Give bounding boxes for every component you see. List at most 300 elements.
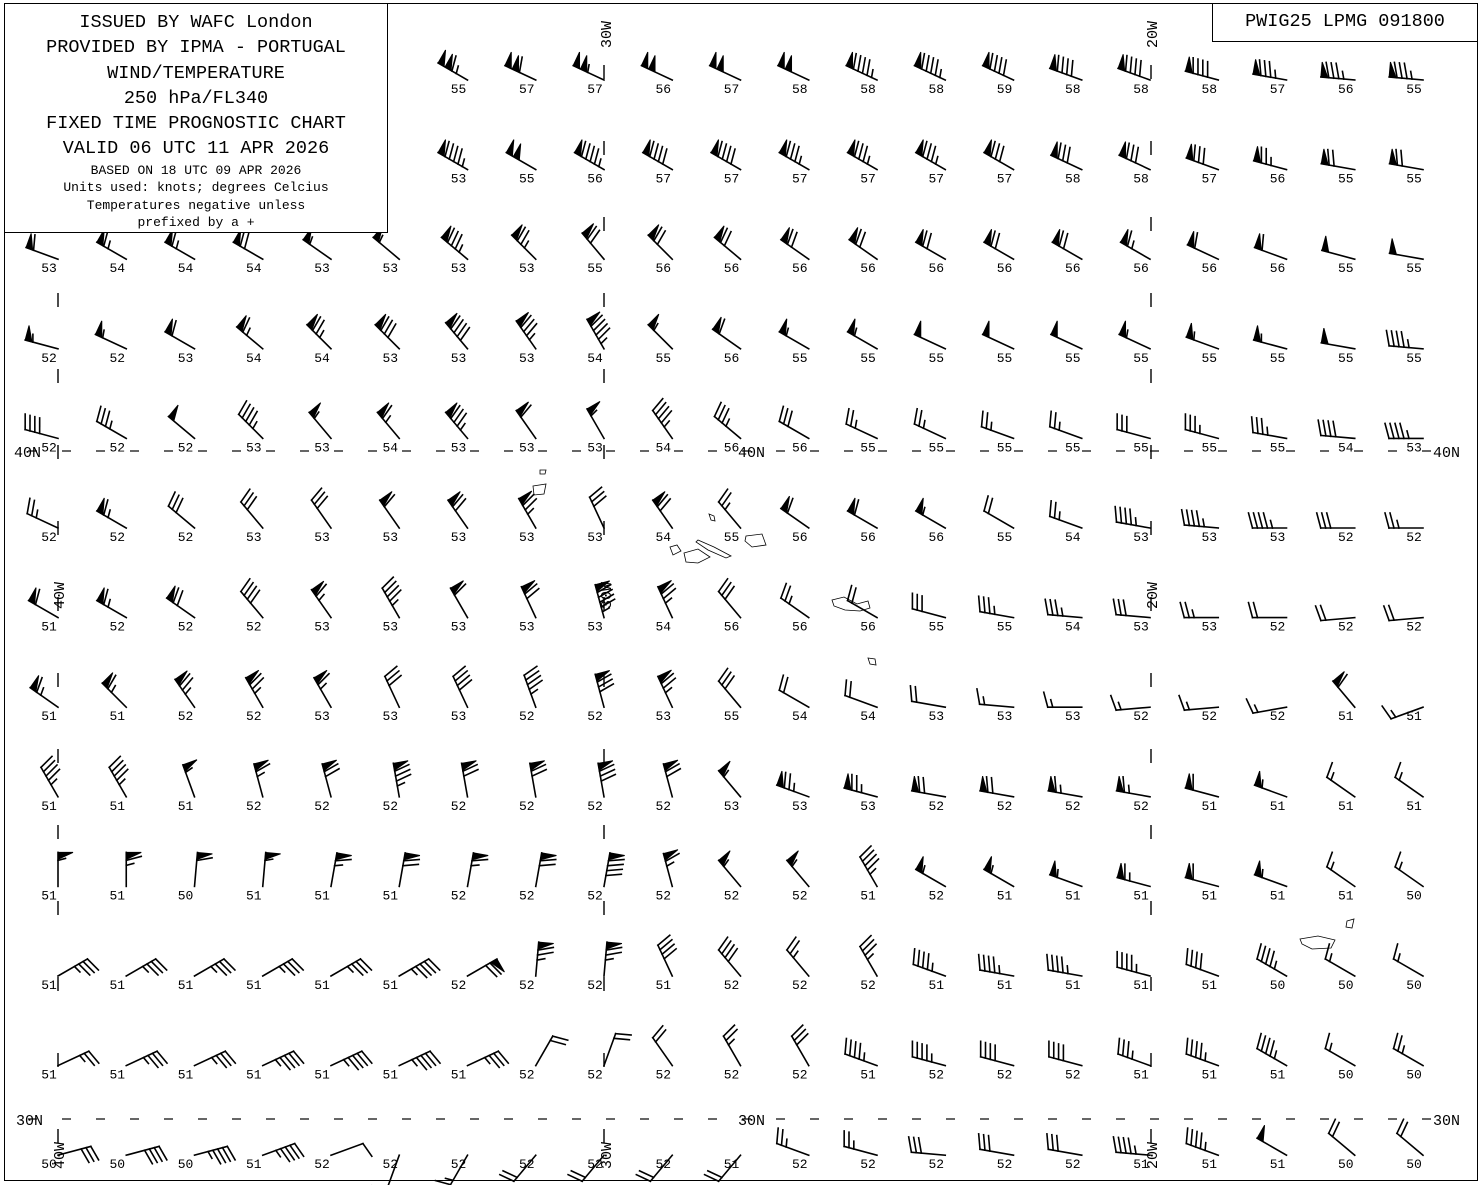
barb-half-tick bbox=[1274, 1051, 1276, 1058]
wind-barb bbox=[536, 853, 557, 886]
barb-half-tick bbox=[36, 510, 37, 518]
barb-half-tick bbox=[1262, 870, 1263, 878]
temperature-note-line-2: prefixed by a + bbox=[137, 215, 255, 231]
barb-half-tick bbox=[524, 241, 528, 248]
barb-full-tick bbox=[777, 1128, 778, 1143]
barb-half-tick bbox=[1136, 518, 1137, 526]
barb-full-tick bbox=[909, 1137, 912, 1152]
temperature-value: 57 bbox=[1269, 82, 1286, 97]
barb-pennant bbox=[914, 321, 920, 338]
barb-full-tick bbox=[935, 60, 938, 75]
barb-full-tick bbox=[1052, 955, 1053, 970]
temperature-value: 52 bbox=[41, 440, 57, 456]
lon-label-40w-mid: 40W bbox=[52, 581, 69, 609]
temperature-value: 53 bbox=[587, 619, 603, 635]
wind-barb bbox=[516, 402, 536, 438]
wind-barb bbox=[981, 1041, 1014, 1065]
temperature-value: 51 bbox=[1133, 1067, 1149, 1083]
temperature-value: 51 bbox=[723, 1157, 740, 1173]
barb-pennant bbox=[1253, 59, 1260, 75]
barb-half-tick bbox=[864, 1053, 865, 1061]
wind-barb bbox=[1187, 231, 1218, 259]
temperature-value: 53 bbox=[450, 440, 467, 456]
wind-barb bbox=[1052, 229, 1081, 259]
barb-full-tick bbox=[1120, 507, 1121, 522]
temperature-value: 52 bbox=[1269, 619, 1286, 635]
barb-half-tick bbox=[1059, 422, 1060, 430]
wind-barb bbox=[1254, 326, 1287, 349]
barb-half-tick bbox=[994, 607, 995, 615]
barb-pennant bbox=[844, 774, 851, 790]
lat-label-30n-right: 30N bbox=[1433, 1113, 1461, 1130]
barb-full-tick bbox=[1390, 423, 1394, 438]
chart-id: PWIG25 LPMG 091800 bbox=[1245, 11, 1445, 32]
temperature-value: 52 bbox=[723, 978, 740, 993]
barb-full-tick bbox=[34, 235, 35, 250]
barb-full-tick bbox=[1052, 1135, 1053, 1150]
temperature-value: 51 bbox=[1201, 888, 1218, 904]
barb-half-tick bbox=[1132, 241, 1134, 248]
barb-full-tick bbox=[1257, 418, 1258, 433]
barb-full-tick bbox=[1186, 949, 1187, 964]
barb-pennant bbox=[983, 321, 989, 338]
temperature-value: 50 bbox=[177, 1157, 194, 1173]
barb-full-tick bbox=[1123, 1040, 1124, 1055]
wind-barb bbox=[462, 761, 478, 797]
temperature-value: 52 bbox=[587, 1067, 603, 1083]
barb-full-tick bbox=[454, 147, 458, 162]
wind-barb bbox=[641, 52, 672, 80]
barb-half-tick bbox=[1192, 610, 1194, 618]
barb-full-tick bbox=[853, 54, 856, 69]
wind-barb bbox=[1397, 1119, 1423, 1155]
barb-half-tick bbox=[605, 959, 613, 960]
temperature-value: 54 bbox=[382, 440, 399, 456]
barb-pennant bbox=[1185, 57, 1192, 73]
barb-full-tick bbox=[789, 774, 790, 789]
barb-full-tick bbox=[1384, 606, 1389, 621]
temperature-value: 55 bbox=[587, 261, 603, 277]
wind-barb bbox=[1185, 57, 1218, 80]
temperature-value: 51 bbox=[177, 798, 194, 814]
wind-barb bbox=[453, 666, 471, 707]
temperature-value: 51 bbox=[177, 1067, 194, 1083]
lon-label-30w-top: 30W bbox=[599, 20, 616, 48]
temperature-value: 55 bbox=[1406, 350, 1422, 366]
island-porto-santo bbox=[1346, 919, 1354, 928]
temperature-value: 53 bbox=[382, 619, 399, 635]
wind-barb bbox=[1321, 328, 1354, 349]
barb-full-tick bbox=[1054, 413, 1055, 428]
barb-pennant bbox=[1255, 233, 1262, 249]
wind-barb bbox=[58, 852, 73, 886]
barb-full-tick bbox=[1050, 411, 1051, 426]
barb-full-tick bbox=[1192, 511, 1195, 526]
wind-barb bbox=[1253, 59, 1286, 80]
barb-half-tick bbox=[940, 70, 941, 78]
barb-full-tick bbox=[1396, 331, 1399, 346]
barb-half-tick bbox=[725, 503, 729, 509]
barb-pennant bbox=[848, 140, 856, 156]
barb-full-tick bbox=[519, 57, 522, 72]
barb-half-tick bbox=[726, 419, 729, 426]
wind-barb bbox=[399, 959, 439, 977]
temperature-value: 52 bbox=[382, 798, 399, 814]
barb-half-tick bbox=[867, 157, 869, 164]
barb-half-tick bbox=[462, 159, 464, 166]
temperature-value: 58 bbox=[1064, 82, 1081, 97]
barb-full-tick bbox=[919, 1138, 922, 1153]
barb-pennant bbox=[512, 55, 518, 72]
barb-half-tick bbox=[932, 963, 933, 971]
temperature-value: 51 bbox=[1406, 798, 1422, 814]
barb-pennant bbox=[573, 52, 579, 69]
barb-full-tick bbox=[1050, 501, 1051, 516]
temperature-value: 56 bbox=[723, 440, 740, 456]
barb-half-tick bbox=[1391, 711, 1395, 717]
barb-half-tick bbox=[143, 967, 148, 972]
wind-barb bbox=[1180, 603, 1218, 618]
barb-full-tick bbox=[594, 149, 598, 164]
wind-barb bbox=[719, 937, 741, 976]
wind-barb bbox=[521, 580, 538, 617]
barb-full-tick bbox=[1131, 145, 1134, 160]
barb-full-tick bbox=[779, 675, 783, 690]
temperature-value: 51 bbox=[1337, 709, 1354, 725]
barb-full-tick bbox=[1327, 513, 1331, 528]
temperature-value: 52 bbox=[996, 1067, 1013, 1083]
barb-half-tick bbox=[1267, 427, 1268, 435]
barb-full-tick bbox=[859, 144, 863, 159]
barb-full-tick bbox=[590, 147, 594, 162]
wind-barb bbox=[983, 52, 1014, 80]
wind-barb bbox=[714, 226, 740, 259]
barb-full-tick bbox=[177, 591, 182, 606]
temperature-value: 56 bbox=[996, 261, 1013, 277]
wind-barb bbox=[1050, 861, 1082, 887]
barb-full-tick bbox=[1249, 603, 1253, 618]
wind-barb bbox=[1186, 1128, 1218, 1155]
barb-half-tick bbox=[41, 688, 44, 695]
island-faial bbox=[670, 545, 681, 555]
wind-barb bbox=[719, 761, 741, 797]
temperature-value: 58 bbox=[1201, 82, 1218, 97]
temperature-value: 53 bbox=[518, 350, 535, 366]
barb-full-tick bbox=[913, 949, 914, 964]
barb-pennant bbox=[916, 498, 924, 514]
temperature-value: 53 bbox=[928, 709, 945, 725]
barb-full-tick bbox=[1047, 955, 1048, 970]
barb-full-tick bbox=[852, 588, 856, 603]
temperature-value: 51 bbox=[245, 1067, 262, 1083]
barb-full-tick bbox=[1325, 1034, 1329, 1049]
barb-half-tick bbox=[1057, 870, 1058, 878]
temperature-value: 52 bbox=[450, 798, 467, 814]
barb-full-tick bbox=[1185, 603, 1189, 618]
temperature-value: 53 bbox=[518, 261, 535, 277]
wind-barb bbox=[314, 670, 331, 707]
wind-barb bbox=[711, 140, 740, 170]
barb-full-tick bbox=[1261, 947, 1265, 962]
wind-barb bbox=[980, 776, 1013, 797]
temperature-value: 53 bbox=[1269, 530, 1286, 545]
wind-barb bbox=[331, 959, 371, 976]
wind-barb bbox=[1117, 863, 1150, 886]
wind-barb bbox=[1333, 672, 1355, 708]
wind-barb bbox=[1047, 955, 1082, 976]
wind-barb bbox=[165, 229, 194, 259]
barb-full-tick bbox=[1386, 331, 1389, 346]
chart-info-box bbox=[4, 3, 388, 233]
wind-barb bbox=[604, 1034, 631, 1066]
barb-pennant bbox=[445, 54, 453, 70]
wind-barb bbox=[1254, 146, 1287, 169]
temperature-value: 50 bbox=[1337, 1157, 1354, 1173]
wind-barb bbox=[195, 1146, 236, 1163]
temperature-value: 57 bbox=[860, 171, 876, 187]
temperature-value: 52 bbox=[450, 978, 467, 993]
wind-barb bbox=[1045, 599, 1082, 617]
barb-full-tick bbox=[458, 149, 462, 164]
barb-full-tick bbox=[1318, 420, 1321, 435]
lon-label-40w-bottom: 40W bbox=[52, 1141, 69, 1169]
wind-barb bbox=[643, 140, 672, 170]
barb-pennant bbox=[513, 144, 521, 160]
barb-full-tick bbox=[979, 1134, 980, 1149]
temperature-value: 52 bbox=[928, 798, 945, 814]
barb-full-tick bbox=[784, 772, 785, 787]
barb-half-tick bbox=[999, 966, 1000, 974]
wind-barb bbox=[845, 680, 877, 707]
barb-full-tick bbox=[539, 864, 554, 865]
temperature-value: 51 bbox=[41, 888, 57, 904]
barb-full-tick bbox=[1203, 149, 1204, 164]
wind-barb bbox=[30, 675, 58, 707]
temperature-value: 54 bbox=[177, 261, 194, 277]
barb-half-tick bbox=[253, 422, 257, 429]
wind-barb bbox=[1255, 861, 1287, 887]
barb-pennant bbox=[506, 140, 513, 156]
temperature-value: 52 bbox=[450, 1157, 467, 1173]
wind-barb bbox=[516, 312, 536, 348]
wind-barb bbox=[844, 1131, 877, 1155]
barb-pennant bbox=[1186, 144, 1193, 160]
wind-barb bbox=[165, 319, 194, 349]
barb-half-tick bbox=[1399, 862, 1402, 869]
wind-barb bbox=[848, 498, 877, 528]
barb-pennant bbox=[1255, 861, 1262, 877]
barb-half-tick bbox=[1330, 954, 1332, 961]
temperature-value: 56 bbox=[1269, 261, 1286, 277]
wind-barb bbox=[582, 224, 604, 260]
temperature-value: 57 bbox=[587, 82, 603, 97]
temperature-value: 51 bbox=[1201, 798, 1218, 814]
barb-half-tick bbox=[344, 1060, 349, 1066]
temperature-value: 53 bbox=[314, 619, 330, 635]
barb-half-tick bbox=[854, 328, 856, 335]
barb-half-tick bbox=[923, 866, 925, 873]
barb-full-tick bbox=[1382, 706, 1391, 719]
temperature-value: 56 bbox=[1201, 261, 1218, 277]
wind-barb bbox=[848, 319, 877, 349]
temperature-value: 55 bbox=[1133, 350, 1149, 366]
wind-barb bbox=[331, 1144, 372, 1157]
temperature-value: 52 bbox=[928, 1157, 945, 1173]
wind-barb bbox=[1316, 606, 1355, 621]
barb-pennant bbox=[779, 140, 787, 156]
barb-pennant bbox=[1185, 774, 1192, 790]
barb-full-tick bbox=[918, 951, 919, 966]
barb-pennant bbox=[649, 55, 655, 72]
temperature-value: 56 bbox=[928, 261, 945, 277]
temperature-value: 52 bbox=[314, 798, 330, 814]
issuer-line: ISSUED BY WAFC London bbox=[79, 12, 313, 33]
barb-full-tick bbox=[923, 778, 924, 793]
barb-full-tick bbox=[1062, 957, 1063, 972]
wind-barb bbox=[1117, 414, 1150, 438]
wind-barb bbox=[910, 686, 945, 707]
barb-pennant bbox=[1390, 149, 1397, 165]
wind-barb bbox=[779, 675, 808, 707]
barb-full-tick bbox=[848, 586, 852, 601]
barb-full-tick bbox=[1401, 332, 1404, 347]
barb-half-tick bbox=[74, 967, 79, 972]
barb-full-tick bbox=[854, 1042, 855, 1057]
barb-half-tick bbox=[793, 951, 797, 957]
wind-barb bbox=[1390, 149, 1423, 170]
temperature-value: 51 bbox=[109, 798, 126, 814]
barb-full-tick bbox=[1317, 513, 1321, 528]
temperature-value: 55 bbox=[928, 440, 945, 456]
wind-barb bbox=[1117, 776, 1150, 797]
barb-half-tick bbox=[1203, 519, 1204, 527]
barb-full-tick bbox=[995, 234, 999, 249]
temperature-value: 51 bbox=[1133, 1157, 1149, 1173]
barb-full-tick bbox=[1266, 1039, 1270, 1054]
wind-barb bbox=[1115, 507, 1150, 528]
units-line: Units used: knots; degrees Celcius bbox=[63, 180, 329, 196]
lon-label-30w-mid: 30W bbox=[599, 581, 616, 609]
temperature-value: 53 bbox=[1406, 440, 1422, 456]
barb-half-tick bbox=[247, 328, 250, 335]
temperature-value: 52 bbox=[177, 530, 194, 545]
temperature-value: 54 bbox=[655, 530, 672, 545]
wind-barb bbox=[846, 409, 877, 439]
barb-full-tick bbox=[1057, 1136, 1058, 1151]
temperature-value: 56 bbox=[1337, 82, 1354, 97]
barb-full-tick bbox=[101, 409, 105, 424]
temperature-value: 51 bbox=[109, 888, 126, 904]
barb-full-tick bbox=[1200, 954, 1201, 969]
barb-full-tick bbox=[1336, 63, 1339, 78]
temperature-value: 52 bbox=[177, 440, 194, 456]
wind-barb bbox=[663, 760, 680, 797]
wind-barb bbox=[1118, 1039, 1150, 1066]
barb-full-tick bbox=[1323, 421, 1326, 436]
wind-barb bbox=[331, 853, 352, 886]
barb-full-tick bbox=[553, 1036, 568, 1040]
temperature-value: 54 bbox=[1064, 530, 1081, 545]
wind-barb bbox=[97, 406, 126, 438]
wind-barb bbox=[233, 229, 262, 259]
temperature-value: 51 bbox=[245, 888, 262, 904]
lat-label-40n-left: 40N bbox=[14, 445, 42, 462]
temperature-value: 52 bbox=[109, 530, 126, 545]
barb-full-tick bbox=[984, 597, 985, 612]
wind-barb bbox=[1186, 1039, 1218, 1066]
barb-pennant bbox=[1321, 328, 1328, 344]
temperature-value: 50 bbox=[1406, 978, 1422, 993]
wind-barb bbox=[984, 140, 1013, 170]
temperature-value: 51 bbox=[655, 978, 672, 993]
wind-barb bbox=[536, 942, 554, 976]
temperature-value: 52 bbox=[1064, 798, 1081, 814]
temperature-value: 52 bbox=[177, 619, 194, 635]
provider-line: PROVIDED BY IPMA - PORTUGAL bbox=[46, 37, 346, 59]
barb-half-tick bbox=[185, 688, 190, 694]
temperature-value: 56 bbox=[1133, 261, 1149, 277]
temperature-value: 52 bbox=[1064, 1067, 1081, 1083]
temperature-value: 55 bbox=[450, 82, 467, 97]
barb-full-tick bbox=[1404, 63, 1407, 78]
temperature-value: 52 bbox=[1406, 619, 1422, 635]
barb-half-tick bbox=[1398, 954, 1400, 961]
barb-full-tick bbox=[785, 586, 790, 601]
wind-barb bbox=[984, 496, 1013, 528]
barb-full-tick bbox=[1390, 513, 1394, 528]
barb-full-tick bbox=[1264, 61, 1265, 76]
barb-half-tick bbox=[1135, 1146, 1136, 1154]
wind-barb bbox=[598, 761, 615, 797]
barb-half-tick bbox=[119, 779, 124, 784]
barb-full-tick bbox=[1182, 510, 1185, 525]
wind-barb bbox=[1179, 696, 1218, 711]
temperature-value: 53 bbox=[382, 530, 399, 545]
temperature-value: 51 bbox=[245, 978, 262, 993]
barb-half-tick bbox=[531, 690, 537, 694]
barb-pennant bbox=[1119, 142, 1125, 159]
wind-barb bbox=[912, 1041, 945, 1065]
temperature-value: 52 bbox=[587, 888, 603, 904]
wind-barb bbox=[25, 414, 58, 438]
barb-full-tick bbox=[931, 58, 934, 73]
wind-barb bbox=[779, 140, 808, 170]
barb-pennant bbox=[916, 140, 924, 156]
temperature-value: 52 bbox=[518, 1157, 535, 1173]
barb-half-tick bbox=[397, 783, 404, 786]
barb-full-tick bbox=[1111, 696, 1116, 711]
temperature-note-line: Temperatures negative unless bbox=[86, 197, 306, 213]
wind-barb bbox=[468, 853, 489, 886]
temperature-value: 55 bbox=[996, 440, 1013, 456]
temperature-value: 50 bbox=[177, 888, 194, 904]
wind-barb bbox=[779, 406, 808, 438]
barb-pennant bbox=[848, 319, 856, 335]
barb-half-tick bbox=[208, 1152, 212, 1159]
temperature-value: 55 bbox=[996, 619, 1013, 635]
wind-barb bbox=[126, 852, 141, 886]
barb-half-tick bbox=[1271, 521, 1273, 529]
lat-label-30n-left: 30N bbox=[16, 1113, 44, 1130]
barb-full-tick bbox=[1270, 952, 1274, 967]
wind-barb bbox=[41, 756, 59, 796]
temperature-value: 52 bbox=[655, 888, 672, 904]
barb-half-tick bbox=[799, 157, 801, 164]
barb-pennant bbox=[710, 52, 716, 69]
barb-full-tick bbox=[1135, 59, 1136, 74]
barb-half-tick bbox=[1411, 71, 1412, 79]
temperature-value: 51 bbox=[382, 888, 399, 904]
